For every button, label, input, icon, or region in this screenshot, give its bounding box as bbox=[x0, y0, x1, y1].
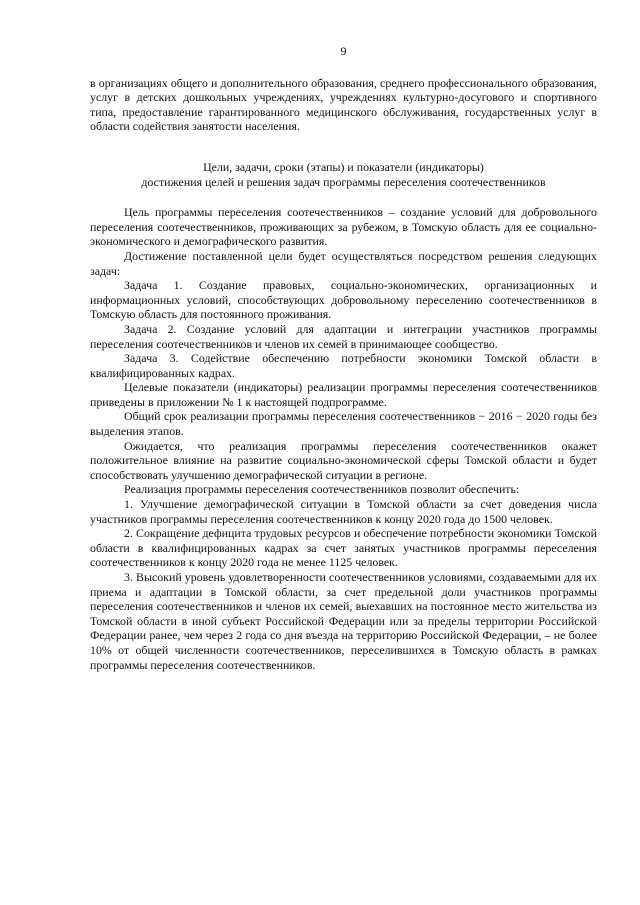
section-heading bbox=[90, 160, 597, 189]
paragraph-indicators: Целевые показатели (индикаторы) реализации программы переселения соотечественников приведены в приложении № 1 к настоящей подпрограмме. bbox=[90, 380, 597, 409]
paragraph-tasks-intro: Достижение поставленной цели будет осуществляться посредством решения следующих задач: bbox=[90, 248, 597, 278]
paragraph-term: Общий срок реализации программы переселения соотечественников − 2016 − 2020 годы без выделения этапов. bbox=[90, 409, 597, 439]
section-heading-line-1: Цели, задачи, сроки (этапы) и показатели (индикаторы) bbox=[203, 159, 484, 174]
section-heading-line-2: достижения целей и решения задач программы переселения соотечественников bbox=[141, 174, 546, 189]
paragraph-result-1: 1. Улучшение демографической ситуации в Томской области за счет доведения числа участников программы переселения соотечественников к концу 2020 года до 1500 человек. bbox=[90, 497, 597, 526]
page-number: 9 bbox=[340, 44, 347, 58]
paragraph-expected: Ожидается, что реализация программы переселения соотечественников окажет положительное влияние на развитие социально-экономической сферы Томской области и будет способствовать улучшению демографической ситуации в регионе. bbox=[90, 438, 597, 482]
paragraph-goal: Цель программы переселения соотечественников – создание условий для добровольного переселения соотечественников, проживающих за рубежом, в Томскую область для ее социально-экономического и демографического развития. bbox=[90, 205, 597, 249]
paragraph-task-2: Задача 2. Создание условий для адаптации и интеграции участников программы переселения соотечественников и членов их семей в принимающее сообщество. bbox=[90, 321, 597, 351]
paragraph-results-intro: Реализация программы переселения соотечественников позволит обеспечить: bbox=[124, 482, 520, 497]
paragraph-result-2: 2. Сокращение дефицита трудовых ресурсов и обеспечение потребности экономики Томской области в квалифицированных кадрах за счет занятых участников программы переселения соотечественников к концу 2020 года не менее 1125 человек. bbox=[90, 526, 597, 570]
paragraph-task-3: Задача 3. Содействие обеспечению потребности экономики Томской области в квалифицированных кадрах. bbox=[90, 351, 597, 380]
paragraph-result-3: 3. Высокий уровень удовлетворенности соотечественников условиями, создаваемыми для их приема и адаптации в Томской области, за счет предельной доли участников программы переселения соотечественников и членов их семей, выехавших на постоянное место жительства из Томской области в иной субъект Российской Федерации или за пределы территории Российской Федерации ранее, чем через 2 года со дня въезда на территорию Российской Федерации, – не более 10% от общей численности соотечественников, переселившихся в Томскую область в рамках программы переселения соотечественников. bbox=[90, 570, 597, 672]
paragraph-task-1: Задача 1. Создание правовых, социально-экономических, организационных и информационных условий, способствующих добровольному переселению соотечественников в Томскую область для постоянного проживания. bbox=[90, 278, 597, 322]
intro-paragraph: в организациях общего и дополнительного образования, среднего профессионального образования, услуг в детских дошкольных учреждениях, учреждениях культурно-досугового и спортивного типа, предоставление гарантированного медицинского обслуживания, государственных услуг в области содействия занятости населения. bbox=[90, 75, 597, 134]
